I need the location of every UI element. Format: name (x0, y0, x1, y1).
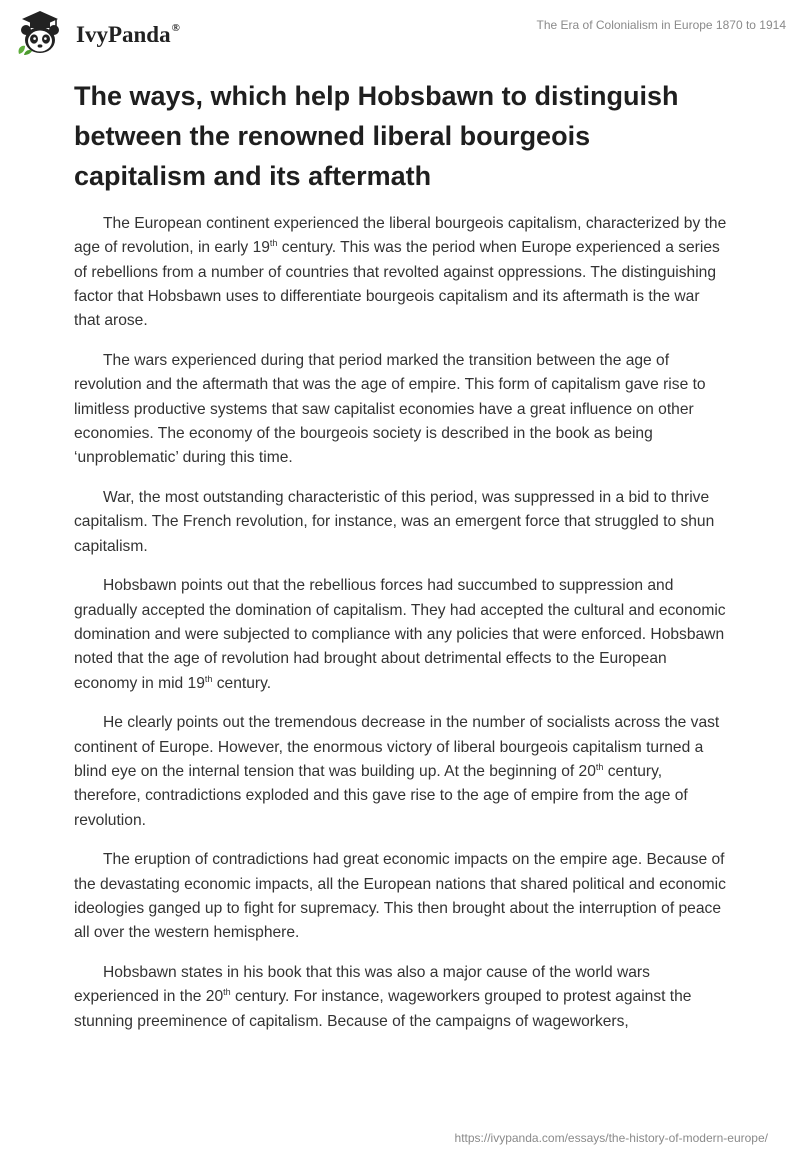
paragraph (74, 711, 728, 832)
brand-text: IvyPanda (76, 22, 171, 47)
panda-graduate-icon (16, 10, 72, 56)
article-heading: The ways, which help Hobsbawn to distinguish between the renowned liberal bourgeois capitalism and its aftermath (74, 81, 679, 191)
ordinal-suffix: th (595, 761, 604, 772)
brand-registered-mark: ® (171, 22, 180, 35)
paragraph (74, 486, 728, 559)
paragraph-text: War, the most outstanding characteristic of this period, was suppressed in a bid to thrive capitalism. The French revolution, for instance, was an emergent force that struggled to shun capitalism. (74, 488, 715, 555)
ivypanda-logo[interactable] (16, 10, 180, 56)
paragraph-text: Hobsbawn states in his book that this was also a major cause of the world wars experienced in the 20 (74, 964, 650, 1006)
ordinal-suffix: th (204, 673, 213, 684)
paragraph-text: The eruption of contradictions had great economic impacts on the empire age. Because of the devastating economic impacts, all the European nations that shared political and economic ideologies ganged up to fight for supremacy. This then brought about the interruption of peace all over the western hemisphere. (74, 851, 726, 942)
paragraph (74, 848, 728, 945)
ordinal-suffix: th (269, 238, 278, 249)
page-header (16, 10, 786, 60)
source-url-link[interactable]: https://ivypanda.com/essays/the-history-of-modern-europe/ (454, 1131, 768, 1145)
paragraph (74, 349, 728, 470)
paragraph-text: He clearly points out the tremendous decrease in the number of socialists across the vast continent of Europe. However, the enormous victory of liberal bourgeois capitalism turned a blind eye on the internal tension that was building up. At the beginning of 20 (74, 714, 720, 780)
paragraph (74, 574, 728, 695)
article-body (74, 212, 728, 1049)
paragraph-text-continued: century. This was the period when Europe experienced a series of rebellions from a number of countries that revolted against oppressions. The distinguishing factor that Hobsbawn uses to differentiate bourgeois capitalism and its aftermath is the war that arose. (74, 239, 720, 330)
document-title: The Era of Colonialism in Europe 1870 to 1914 (536, 18, 786, 32)
brand-name (76, 22, 180, 48)
paragraph (74, 961, 728, 1034)
paragraph-text-continued: century. For instance, wageworkers grouped to protest against the stunning preeminence of capitalism. Because of the campaigns of wageworkers, (74, 988, 692, 1030)
ordinal-suffix: th (223, 987, 231, 998)
paragraph-text-continued: century. (212, 674, 272, 692)
paragraph-text: The wars experienced during that period marked the transition between the age of revolution and the aftermath that was the age of empire. This form of capitalism gave rise to limitless productive systems that saw capitalist economies have a great influence on other economies. The economy of the bourgeois society is described in the book as being ‘unproblematic’ during this time. (74, 351, 706, 467)
paragraph-text: The European continent experienced the liberal bourgeois capitalism, characterized by the age of revolution, in early 19 (74, 215, 727, 257)
paragraph (74, 212, 728, 333)
paragraph-text-continued: century, therefore, contradictions exploded and this gave rise to the age of empire from the age of revolution. (74, 762, 688, 829)
paragraph-text: Hobsbawn points out that the rebellious forces had succumbed to suppression and gradually accepted the domination of capitalism. They had accepted the cultural and economic domination and were subjected to compliance with any policies that were enforced. Hobsbawn noted that the age of revolution had brought about detrimental effects to the European economy in mid 19 (74, 577, 726, 692)
